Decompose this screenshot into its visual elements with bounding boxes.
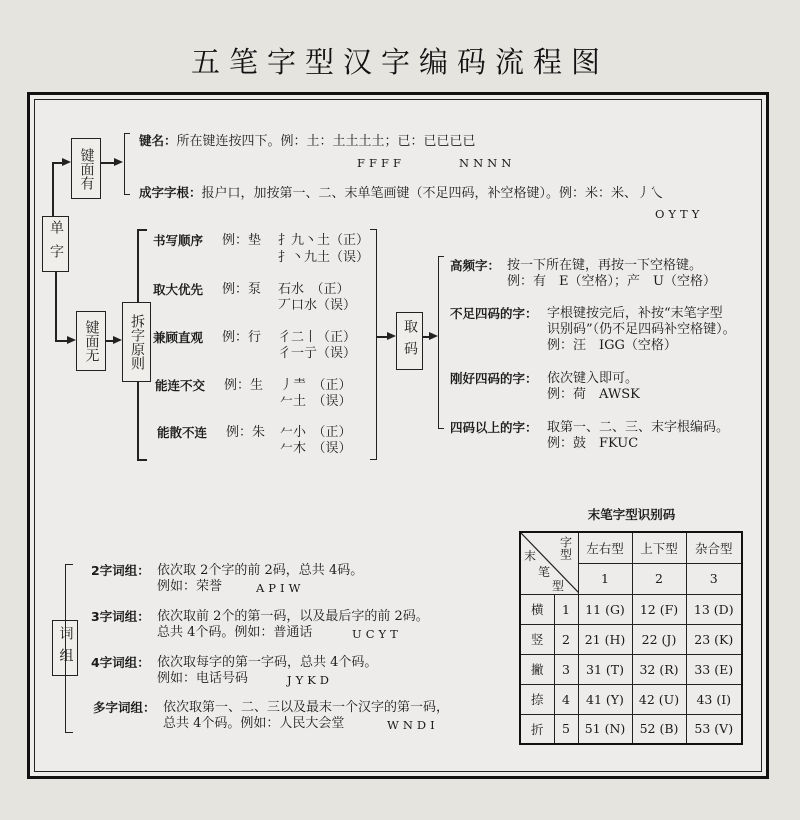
key-absent-box [76, 311, 106, 371]
key-present-label: 键面有 [78, 147, 95, 190]
split-principle-box [122, 302, 151, 382]
connector [137, 229, 147, 231]
word-rule-label: 多字词组： [93, 700, 156, 715]
arrow-icon [67, 336, 76, 344]
take-code-label: 不足四码的字： [450, 306, 538, 321]
split-rule-wrong: 扌丶九土（误） [278, 250, 370, 265]
stroke-type-table [519, 531, 743, 745]
page-title: 五笔字型汉字编码流程图 [190, 45, 609, 79]
split-rule-name: 能连不交 [155, 378, 206, 393]
word-rule-code: UCYT [352, 627, 402, 641]
split-rule-name: 兼顾直观 [153, 330, 204, 345]
table-row: 竖 2 21 (H) 22 (J) 23 (K) [520, 624, 742, 654]
split-rule-correct: 石水 （正） [278, 282, 350, 297]
column-num: 3 [686, 563, 742, 594]
corner-top-label: 字型 [558, 536, 573, 560]
column-num: 1 [578, 563, 632, 594]
arrow-icon [387, 332, 396, 340]
column-header: 杂合型 [686, 532, 742, 563]
key-present-bracket [124, 133, 130, 195]
take-code-bracket [438, 256, 444, 429]
split-rule-correct: 扌九丶土（正） [278, 233, 370, 248]
word-rule-label: 2字词组： [91, 563, 150, 578]
connector [52, 162, 54, 216]
table-row: 横 1 11 (G) 12 (F) 13 (D) [520, 594, 742, 624]
column-header: 上下型 [632, 532, 686, 563]
connector [137, 229, 139, 302]
table-row: 捺 4 41 (Y) 42 (U) 43 (I) [520, 684, 742, 714]
word-group-bracket [65, 564, 73, 733]
split-rule-wrong: 彳一亍（误） [278, 346, 357, 361]
word-rule-label: 4字词组： [91, 655, 150, 670]
split-rule-correct: 彳二丨（正） [278, 330, 357, 345]
arrow-icon [429, 332, 438, 340]
take-code-label: 刚好四码的字： [450, 371, 538, 386]
split-rule-example: 例：朱 [226, 425, 266, 440]
key-present-box [71, 138, 101, 199]
connector [101, 162, 115, 164]
word-rule-code: APIW [256, 581, 305, 595]
split-rule-wrong: 𠂉土 （误） [280, 394, 352, 409]
split-rule-example: 例：行 [222, 330, 262, 345]
arrow-icon [62, 158, 71, 166]
single-char-label: 单字 [48, 220, 64, 268]
split-rule-correct: 丿龶 （正） [280, 378, 352, 393]
key-name-code-2: NNNN [459, 156, 516, 170]
word-group-label: 词组 [57, 626, 74, 670]
char-root-code: OYTY [655, 207, 704, 221]
split-rule-wrong: 𠂉木 （误） [280, 441, 352, 456]
column-num: 2 [632, 563, 686, 594]
take-code-box [396, 312, 423, 370]
take-code-label: 取码 [402, 319, 418, 363]
split-rule-example: 例：泵 [222, 282, 262, 297]
key-name-rule: 键名：所在键连按四下。例：土：土土土土；已：已已已已 [139, 133, 476, 149]
connector [137, 382, 139, 459]
single-char-box [42, 216, 69, 272]
connector [137, 459, 147, 461]
split-rule-name: 取大优先 [153, 282, 204, 297]
char-root-rule: 成字字根：报户口，加按第一、二、末单笔画键（不足四码，补空格键）。例：米：米、丿乀 [139, 185, 664, 201]
column-header: 左右型 [578, 532, 632, 563]
split-rules-bracket-right [370, 229, 377, 460]
key-absent-label: 键面无 [83, 320, 100, 362]
word-rule-label: 3字词组： [91, 609, 150, 624]
word-rule-code: JYKD [287, 673, 334, 687]
split-rule-wrong: 丆口水（误） [278, 298, 357, 313]
word-rule-code: WNDI [387, 718, 439, 732]
take-code-label: 四码以上的字： [450, 420, 538, 435]
connector [55, 272, 57, 340]
arrow-icon [113, 336, 122, 344]
split-principle-label: 拆字原则 [129, 314, 145, 370]
split-rule-correct: 𠂉小 （正） [280, 425, 352, 440]
arrow-icon [114, 158, 123, 166]
stroke-table-title: 末笔字型识别码 [587, 507, 676, 522]
take-code-label: 高频字： [450, 258, 501, 273]
split-rule-example: 例：垫 [222, 233, 262, 248]
table-corner-cell: 字型 末 笔 型 [520, 532, 578, 594]
split-rule-name: 书写顺序 [153, 233, 204, 248]
split-rule-example: 例：生 [224, 378, 264, 393]
split-rule-name: 能散不连 [157, 425, 208, 440]
table-row: 折 5 51 (N) 52 (B) 53 (V) [520, 714, 742, 744]
table-row: 撇 3 31 (T) 32 (R) 33 (E) [520, 654, 742, 684]
key-name-code-1: FFFF [357, 156, 405, 170]
